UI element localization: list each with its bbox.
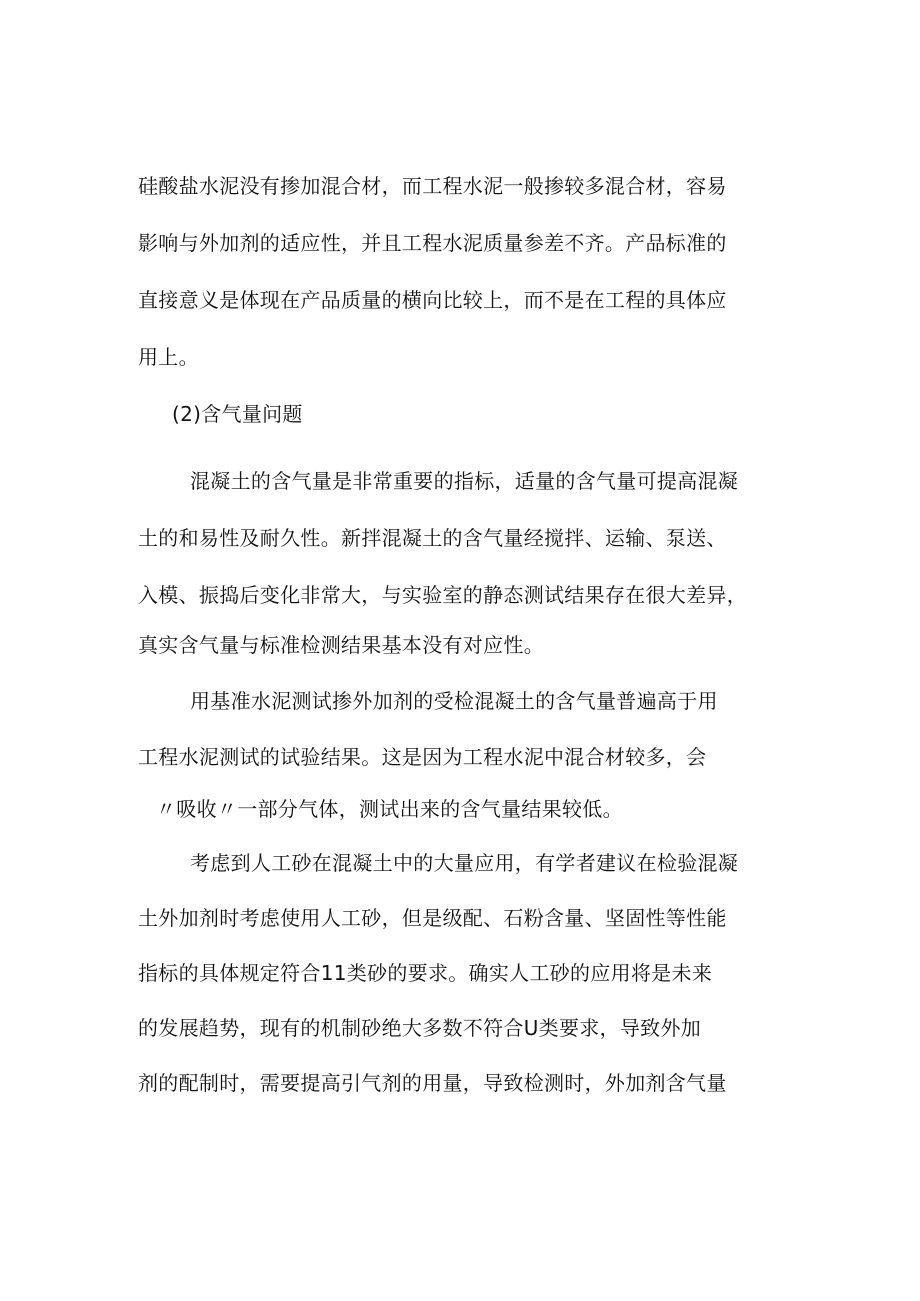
paragraph-4-line-1: 考虑到人工砂在混凝土中的大量应用，有学者建议在检验混凝 — [190, 851, 739, 875]
paragraph-1-line-1: 硅酸盐水泥没有掺加混合材，而工程水泥一般掺较多混合材，容易 — [138, 174, 727, 198]
paragraph-4-line-4: 的发展趋势，现有的机制砂绝大多数不符合U类要求，导致外加 — [138, 1016, 702, 1040]
paragraph-3-line-2: 工程水泥测试的试验结果。这是因为工程水泥中混合材较多，会 — [138, 745, 707, 769]
paragraph-1-line-4: 用上。 — [138, 345, 199, 369]
paragraph-3-line-1: 用基准水泥测试掺外加剂的受检混凝土的含气量普遍高于用 — [190, 689, 718, 713]
paragraph-2-line-1: 混凝土的含气量是非常重要的指标，适量的含气量可提高混凝 — [190, 469, 739, 493]
paragraph-4-line-5: 剂的配制时，需要提高引气剂的用量，导致检测时，外加剂含气量 — [138, 1071, 727, 1095]
paragraph-2-line-4: 真实含气量与标准检测结果基本没有对应性。 — [138, 633, 544, 657]
section-heading: (2)含气量问题 — [172, 402, 303, 426]
paragraph-1-line-3: 直接意义是体现在产品质量的横向比较上，而不是在工程的具体应 — [138, 288, 727, 312]
paragraph-1-line-2: 影响与外加剂的适应性，并且工程水泥质量参差不齐。产品标准的 — [138, 231, 727, 255]
paragraph-4-line-3: 指标的具体规定符合11类砂的要求。确实人工砂的应用将是未来 — [138, 961, 713, 985]
paragraph-4-line-2: 土外加剂时考虑使用人工砂，但是级配、石粉含量、坚固性等性能 — [138, 906, 727, 930]
paragraph-2-line-2: 土的和易性及耐久性。新拌混凝土的含气量经搅拌、运输、泵送、 — [138, 526, 727, 550]
paragraph-2-line-3: 入模、振捣后变化非常大，与实验室的静态测试结果存在很大差异， — [138, 583, 747, 607]
paragraph-3-line-3: 〃吸收〃一部分气体，测试出来的含气量结果较低。 — [156, 797, 623, 821]
